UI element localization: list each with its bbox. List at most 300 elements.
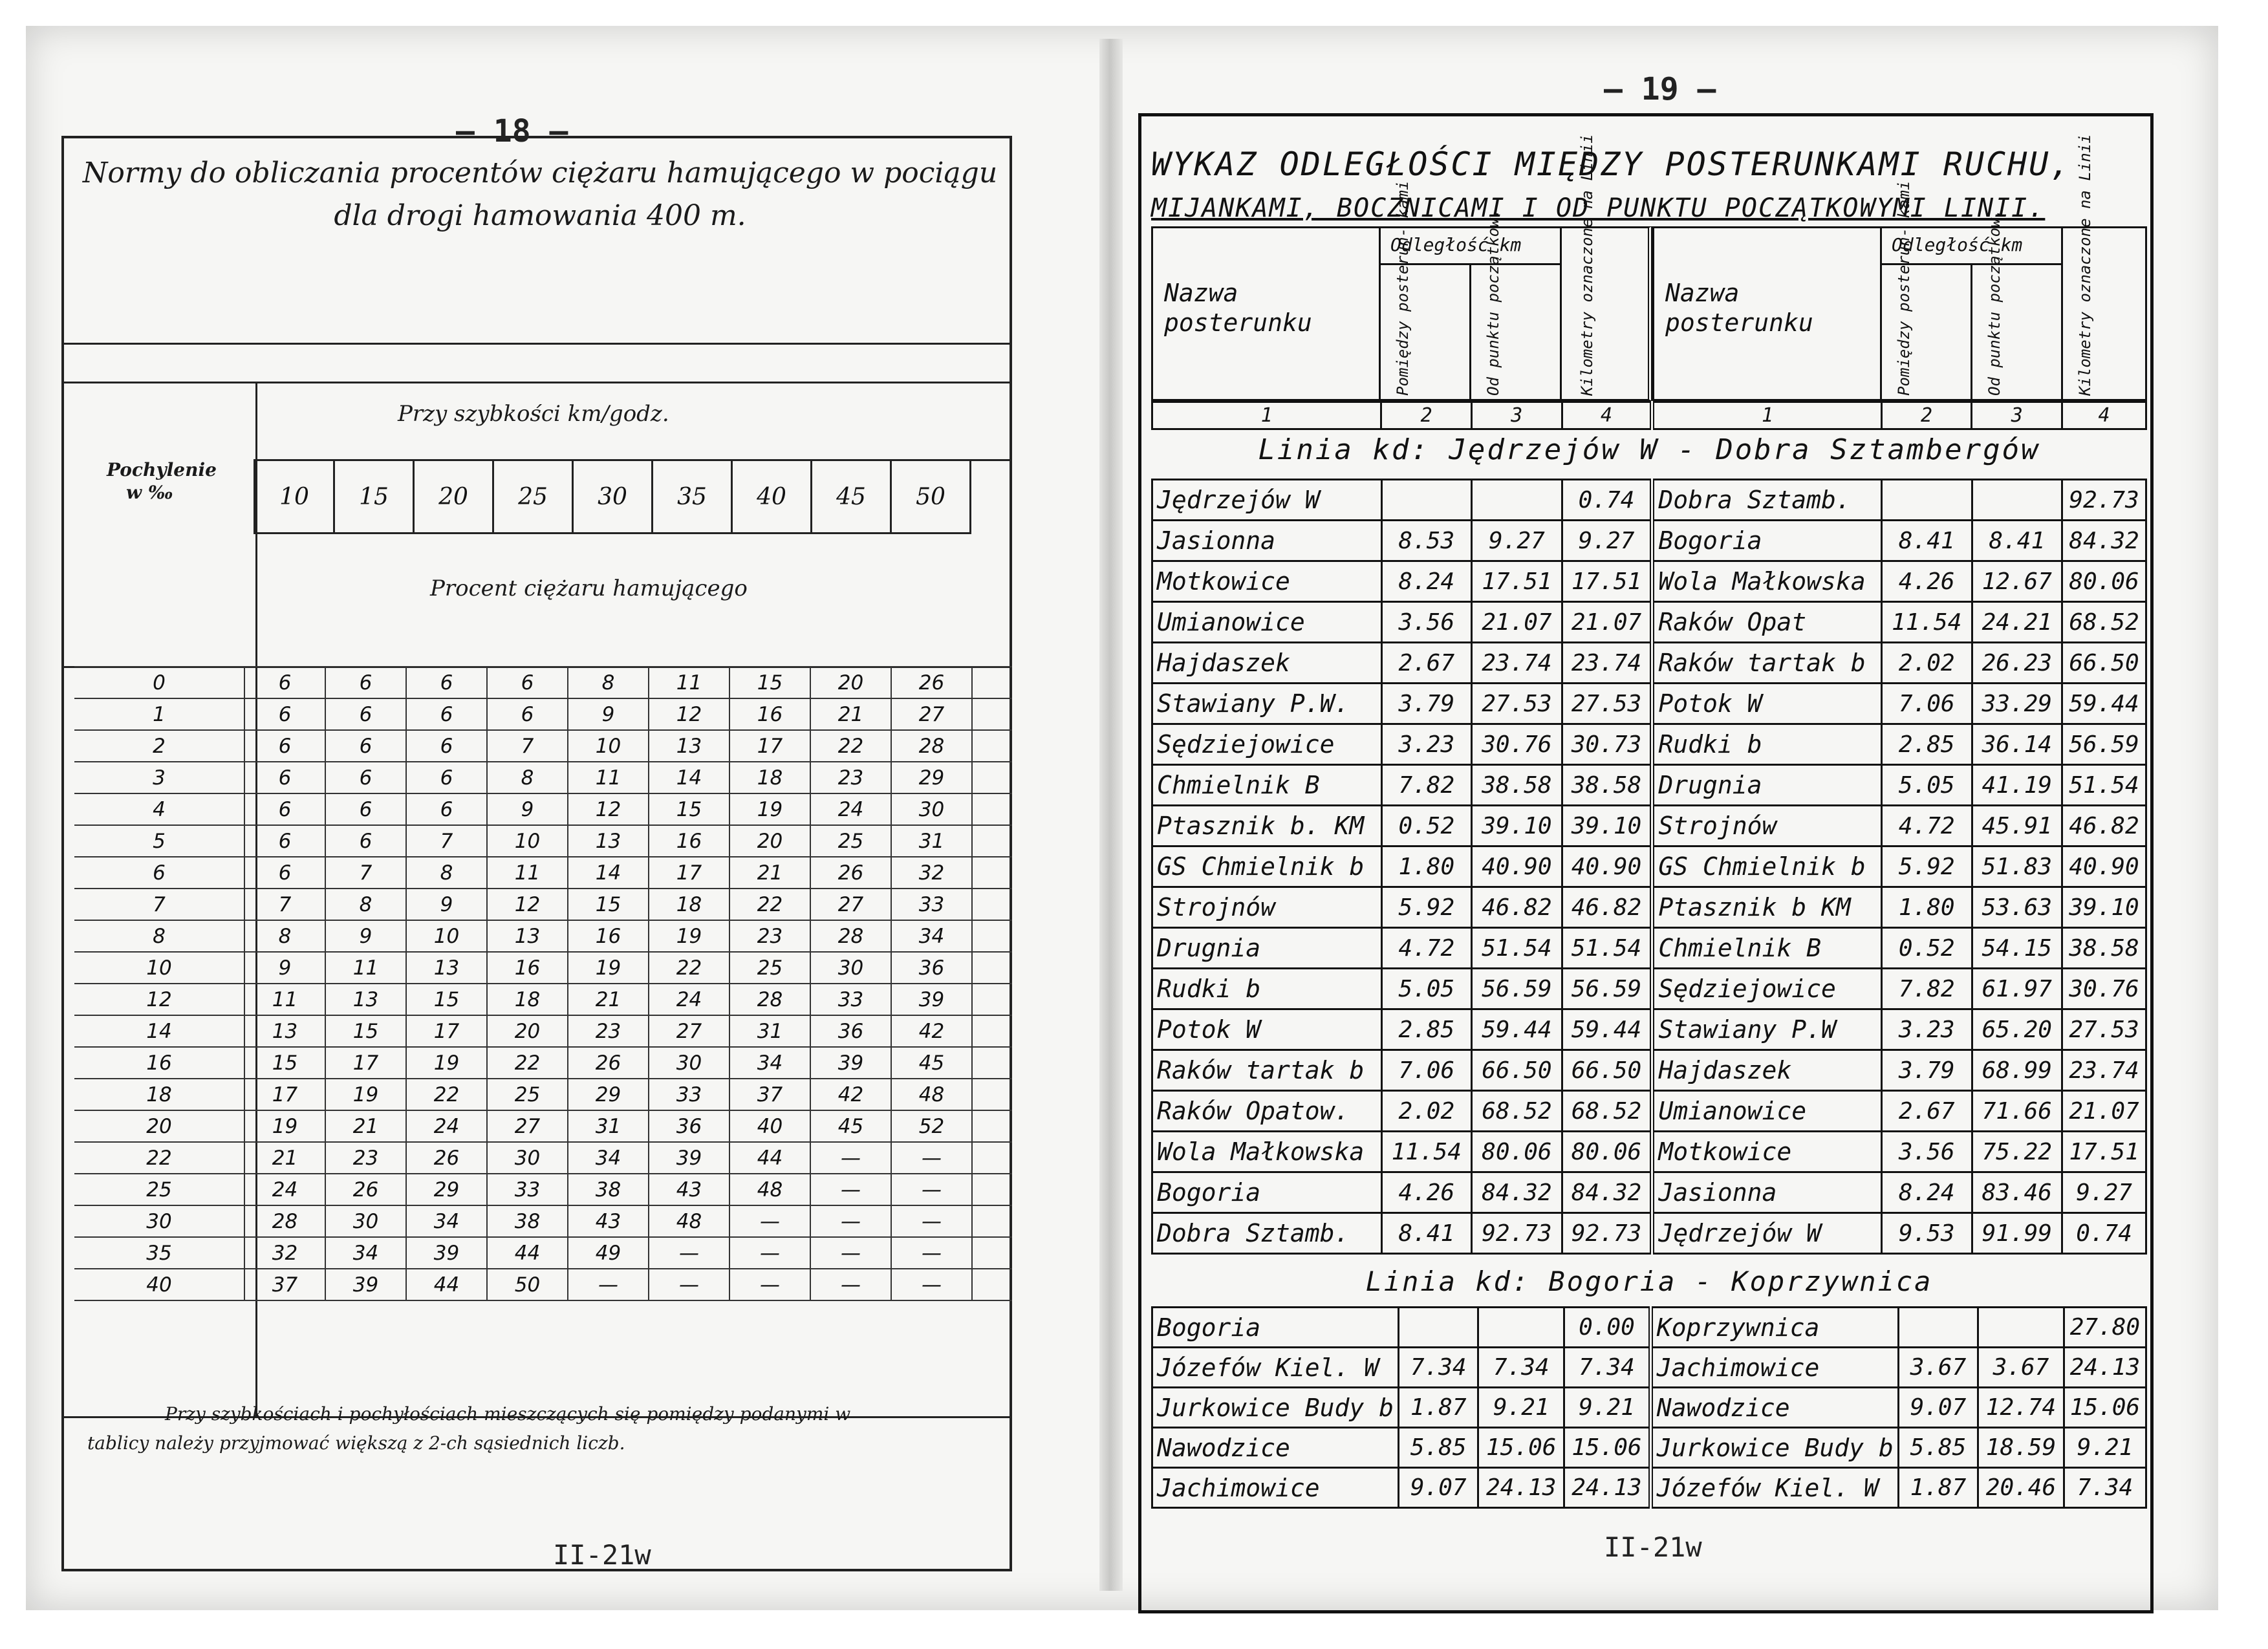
distance-between: 4.72 — [1881, 806, 1972, 846]
table-footnote — [87, 1400, 1006, 1458]
km-marker: 30.73 — [1562, 724, 1652, 765]
braking-percent-cell: 25 — [487, 1079, 568, 1110]
braking-percent-cell: 8 — [406, 857, 487, 889]
braking-percent-cell: 42 — [810, 1079, 891, 1110]
title-line-2: MIJANKAMI, BOCZNICAMI I OD PUNKTU POCZĄTKOWYMI LINII. — [1151, 193, 2046, 223]
empty-cell — [972, 920, 1012, 952]
header-from-start-cell-right — [1971, 263, 2063, 401]
col-number: 2 — [1881, 402, 1972, 429]
braking-percent-cell: 6 — [406, 762, 487, 793]
station-name: Nawodzice — [1650, 1388, 1898, 1428]
braking-percent-cell: 6 — [406, 730, 487, 762]
gradient-value: 18 — [74, 1079, 244, 1110]
gradient-value: 4 — [74, 793, 244, 825]
left-page — [61, 97, 1090, 1571]
braking-percent-cell: 21 — [810, 698, 891, 730]
braking-percent-cell: 6 — [244, 667, 325, 698]
distance-from-start: 68.99 — [1972, 1050, 2062, 1091]
braking-percent-cell: 39 — [325, 1269, 406, 1300]
left-page-number: — 18 — — [456, 113, 568, 149]
braking-percent-cell: 24 — [406, 1110, 487, 1142]
distance-from-start: 45.91 — [1972, 806, 2062, 846]
station-name: Jasionna — [1652, 1172, 1882, 1213]
gradient-value: 5 — [74, 825, 244, 857]
braking-percent-cell: 13 — [325, 984, 406, 1015]
station-row — [1152, 1308, 2146, 1348]
distance-between: 8.53 — [1381, 521, 1472, 561]
braking-percent-cell: 33 — [891, 889, 972, 920]
distance-from-start: 54.15 — [1972, 928, 2062, 969]
braking-percent-cell: 21 — [244, 1142, 325, 1174]
distance-between: 3.56 — [1381, 602, 1472, 643]
gradient-value: 10 — [74, 952, 244, 984]
braking-percent-cell: 23 — [729, 920, 810, 952]
header-from-start-right: Od punktu początkow. — [1985, 209, 2003, 396]
speed-cell: 30 — [572, 459, 653, 534]
station-name: Motkowice — [1152, 561, 1382, 602]
km-marker: 84.32 — [2062, 521, 2146, 561]
distance-between: 8.24 — [1881, 1172, 1972, 1213]
km-marker: 23.74 — [2062, 1050, 2146, 1091]
distance-from-start: 36.14 — [1972, 724, 2062, 765]
braking-percent-cell: 22 — [487, 1047, 568, 1079]
station-name: GS Chmielnik b — [1152, 846, 1382, 887]
station-name: Raków Opat — [1652, 602, 1882, 643]
station-row — [1152, 1009, 2146, 1050]
distance-from-start: 91.99 — [1972, 1213, 2062, 1254]
braking-percent-cell: 6 — [487, 698, 568, 730]
braking-percent-cell: 9 — [568, 698, 649, 730]
station-name: Wola Małkowska — [1152, 1132, 1382, 1172]
distance-between: 3.23 — [1381, 724, 1472, 765]
distance-from-start: 83.46 — [1972, 1172, 2062, 1213]
km-marker: 7.34 — [2064, 1468, 2146, 1508]
km-marker: 40.90 — [1562, 846, 1652, 887]
station-name: Wola Małkowska — [1652, 561, 1882, 602]
station-name: Stawiany P.W. — [1152, 684, 1382, 724]
braking-percent-cell: 25 — [810, 825, 891, 857]
braking-percent-cell: 11 — [325, 952, 406, 984]
braking-percent-cell: 15 — [406, 984, 487, 1015]
distance-from-start: 51.54 — [1472, 928, 1562, 969]
braking-percent-cell: 23 — [325, 1142, 406, 1174]
station-name: Strojnów — [1652, 806, 1882, 846]
gradient-row — [74, 1079, 1012, 1110]
braking-percent-cell: 15 — [244, 1047, 325, 1079]
speed-cell: 15 — [333, 459, 415, 534]
braking-percent-cell: 10 — [406, 920, 487, 952]
braking-percent-cell: 13 — [487, 920, 568, 952]
gradient-value: 25 — [74, 1174, 244, 1205]
braking-percent-cell: 13 — [244, 1015, 325, 1047]
braking-percent-cell: 14 — [649, 762, 729, 793]
braking-percent-cell: 34 — [406, 1205, 487, 1237]
braking-percent-cell: 6 — [244, 793, 325, 825]
empty-cell — [972, 857, 1012, 889]
braking-percent-cell: — — [810, 1269, 891, 1300]
station-name: Jachimowice — [1650, 1348, 1898, 1388]
braking-percent-cell: 26 — [891, 667, 972, 698]
station-name: GS Chmielnik b — [1652, 846, 1882, 887]
gradient-value: 40 — [74, 1269, 244, 1300]
gradient-row — [74, 1015, 1012, 1047]
braking-percent-cell: — — [810, 1142, 891, 1174]
station-row — [1152, 887, 2146, 928]
station-name: Ptasznik b. KM — [1152, 806, 1382, 846]
station-name: Raków tartak b — [1152, 1050, 1382, 1091]
distance-between: 0.52 — [1881, 928, 1972, 969]
empty-cell — [972, 667, 1012, 698]
station-name: Jachimowice — [1152, 1468, 1399, 1508]
empty-cell — [972, 1205, 1012, 1237]
braking-percent-cell: 20 — [487, 1015, 568, 1047]
distance-between: 0.52 — [1381, 806, 1472, 846]
distance-from-start: 68.52 — [1472, 1091, 1562, 1132]
station-name: Dobra Sztamb. — [1152, 1213, 1382, 1254]
braking-percent-cell: 33 — [649, 1079, 729, 1110]
station-name: Potok W — [1652, 684, 1882, 724]
right-page — [1138, 65, 2160, 1584]
braking-percent-cell: 6 — [244, 762, 325, 793]
distance-between: 3.23 — [1881, 1009, 1972, 1050]
distance-between: 5.85 — [1399, 1428, 1478, 1468]
station-name: Hajdaszek — [1152, 643, 1382, 684]
empty-cell — [972, 825, 1012, 857]
gradient-row — [74, 889, 1012, 920]
distance-between: 2.85 — [1881, 724, 1972, 765]
braking-percent-cell: 30 — [487, 1142, 568, 1174]
gradient-unit: w ‰ — [126, 482, 173, 503]
braking-percent-cell: 7 — [325, 857, 406, 889]
distance-from-start: 23.74 — [1472, 643, 1562, 684]
gradient-value: 1 — [74, 698, 244, 730]
braking-percent-cell: 27 — [649, 1015, 729, 1047]
distance-from-start: 9.27 — [1472, 521, 1562, 561]
distance-between: 5.92 — [1881, 846, 1972, 887]
braking-percent-cell: 22 — [810, 730, 891, 762]
station-name: Sędziejowice — [1652, 969, 1882, 1009]
left-page-footer: II-21w — [553, 1539, 651, 1571]
braking-percent-cell: 8 — [325, 889, 406, 920]
section-title-line-1: Linia kd: Jędrzejów W - Dobra Sztambergów — [1258, 433, 2040, 466]
braking-percent-cell: 16 — [649, 825, 729, 857]
braking-percent-cell: 19 — [729, 793, 810, 825]
braking-percent-cell: 48 — [649, 1205, 729, 1237]
distance-between: 2.67 — [1381, 643, 1472, 684]
header-between-cell-left — [1379, 263, 1471, 401]
braking-percent-cell: 28 — [810, 920, 891, 952]
distance-from-start: 59.44 — [1472, 1009, 1562, 1050]
braking-percent-cell: 6 — [325, 698, 406, 730]
station-name: Hajdaszek — [1652, 1050, 1882, 1091]
section-1-table — [1151, 479, 2147, 1255]
braking-percent-cell: 44 — [487, 1237, 568, 1269]
distance-from-start: 17.51 — [1472, 561, 1562, 602]
braking-percent-cell: — — [891, 1269, 972, 1300]
km-marker: 9.21 — [1564, 1388, 1651, 1428]
braking-percent-cell: 50 — [487, 1269, 568, 1300]
braking-percent-cell: 12 — [487, 889, 568, 920]
distance-from-start: 41.19 — [1972, 765, 2062, 806]
braking-percent-cell: 10 — [487, 825, 568, 857]
station-name: Józefów Kiel. W — [1650, 1468, 1898, 1508]
speed-cell: 25 — [492, 459, 574, 534]
distance-between — [1898, 1308, 1978, 1348]
gradient-value: 3 — [74, 762, 244, 793]
header-between-right: Pomiędzy posterun- kami — [1895, 180, 1913, 396]
station-row — [1152, 969, 2146, 1009]
distance-between: 5.92 — [1381, 887, 1472, 928]
title-divider — [61, 343, 1012, 345]
distance-between: 4.26 — [1881, 561, 1972, 602]
header-km-cell-right — [2061, 226, 2147, 401]
braking-percent-cell: 8 — [244, 920, 325, 952]
station-name: Ptasznik b KM — [1652, 887, 1882, 928]
braking-percent-cell: 25 — [729, 952, 810, 984]
speed-cell: 45 — [810, 459, 892, 534]
station-name: Drugnia — [1152, 928, 1382, 969]
distance-between: 1.87 — [1898, 1468, 1978, 1508]
distance-from-start: 75.22 — [1972, 1132, 2062, 1172]
station-name: Jurkowice Budy b — [1650, 1428, 1898, 1468]
braking-percent-cell: 44 — [406, 1269, 487, 1300]
braking-percent-cell: 18 — [649, 889, 729, 920]
station-row — [1152, 602, 2146, 643]
braking-percent-cell: 9 — [406, 889, 487, 920]
distance-between: 11.54 — [1381, 1132, 1472, 1172]
braking-percent-cell: 11 — [568, 762, 649, 793]
distance-from-start — [1972, 480, 2062, 521]
distance-from-start: 7.34 — [1478, 1348, 1564, 1388]
braking-percent-cell: 6 — [325, 667, 406, 698]
speed-cell: 20 — [413, 459, 494, 534]
header-distance-label-right: Odległość km — [1892, 234, 2023, 255]
braking-percent-cell: — — [891, 1237, 972, 1269]
distance-from-start: 15.06 — [1478, 1428, 1564, 1468]
km-marker: 0.00 — [1564, 1308, 1651, 1348]
station-name: Koprzywnica — [1650, 1308, 1898, 1348]
distance-between: 9.53 — [1881, 1213, 1972, 1254]
distance-between: 5.05 — [1881, 765, 1972, 806]
braking-percent-cell: 34 — [568, 1142, 649, 1174]
header-from-start-cell-left — [1469, 263, 1562, 401]
distance-between: 1.80 — [1381, 846, 1472, 887]
speed-cell: 40 — [731, 459, 812, 534]
station-name: Jędrzejów W — [1652, 1213, 1882, 1254]
km-marker: 92.73 — [1562, 1213, 1652, 1254]
station-name: Sędziejowice — [1152, 724, 1382, 765]
distance-from-start: 71.66 — [1972, 1091, 2062, 1132]
speed-cell: 50 — [890, 459, 971, 534]
braking-percent-cell: 43 — [649, 1174, 729, 1205]
footnote-line-1: Przy szybkościach i pochyłościach mieszczących się pomiędzy podanymi w — [165, 1403, 851, 1425]
station-row — [1152, 1213, 2146, 1254]
header-km-cell-left — [1560, 226, 1652, 401]
gradient-value: 30 — [74, 1205, 244, 1237]
braking-percent-cell: 20 — [729, 825, 810, 857]
speed-cell: 10 — [254, 459, 335, 534]
gradient-value: 14 — [74, 1015, 244, 1047]
braking-percent-cell: 26 — [568, 1047, 649, 1079]
braking-percent-cell: 40 — [729, 1110, 810, 1142]
braking-percent-cell: — — [649, 1269, 729, 1300]
braking-percent-cell: 9 — [244, 952, 325, 984]
station-name: Jasionna — [1152, 521, 1382, 561]
distance-between: 7.82 — [1881, 969, 1972, 1009]
distance-from-start — [1978, 1308, 2064, 1348]
km-marker: 59.44 — [1562, 1009, 1652, 1050]
braking-percent-cell: 11 — [487, 857, 568, 889]
distance-between: 3.79 — [1881, 1050, 1972, 1091]
distance-from-start: 26.23 — [1972, 643, 2062, 684]
station-name: Rudki b — [1152, 969, 1382, 1009]
braking-percent-cell: 34 — [729, 1047, 810, 1079]
distance-between: 7.06 — [1881, 684, 1972, 724]
station-row — [1152, 724, 2146, 765]
distance-from-start: 80.06 — [1472, 1132, 1562, 1172]
braking-percent-cell: 17 — [406, 1015, 487, 1047]
gradient-value: 22 — [74, 1142, 244, 1174]
empty-cell — [972, 1015, 1012, 1047]
km-marker: 30.76 — [2062, 969, 2146, 1009]
braking-percent-cell: — — [891, 1174, 972, 1205]
section-2-table — [1151, 1306, 2147, 1509]
km-marker: 84.32 — [1562, 1172, 1652, 1213]
km-marker: 40.90 — [2062, 846, 2146, 887]
braking-percent-cell: 6 — [406, 698, 487, 730]
distance-from-start: 53.63 — [1972, 887, 2062, 928]
braking-percent-cell: 12 — [568, 793, 649, 825]
col-number: 1 — [1652, 402, 1881, 429]
braking-percent-cell: 42 — [891, 1015, 972, 1047]
braking-percent-cell: 30 — [649, 1047, 729, 1079]
col-number: 4 — [2062, 402, 2146, 429]
braking-percent-cell: 30 — [810, 952, 891, 984]
station-row — [1152, 1388, 2146, 1428]
braking-percent-cell: 30 — [891, 793, 972, 825]
braking-percent-cell: 32 — [891, 857, 972, 889]
km-marker: 23.74 — [1562, 643, 1652, 684]
gradient-value: 20 — [74, 1110, 244, 1142]
distance-between: 2.85 — [1381, 1009, 1472, 1050]
gradient-row — [74, 1205, 1012, 1237]
km-marker: 92.73 — [2062, 480, 2146, 521]
braking-percent-cell: 23 — [568, 1015, 649, 1047]
braking-percent-cell: 27 — [891, 698, 972, 730]
empty-cell — [972, 762, 1012, 793]
empty-cell — [972, 889, 1012, 920]
distance-between: 9.07 — [1898, 1388, 1978, 1428]
distance-between: 5.85 — [1898, 1428, 1978, 1468]
braking-percent-cell: 24 — [244, 1174, 325, 1205]
braking-percent-cell: 6 — [325, 730, 406, 762]
distance-between: 2.02 — [1381, 1091, 1472, 1132]
braking-percent-cell: 8 — [487, 762, 568, 793]
station-name: Stawiany P.W — [1652, 1009, 1882, 1050]
col-number: 3 — [1972, 402, 2062, 429]
station-name: Drugnia — [1652, 765, 1882, 806]
km-marker: 27.80 — [2064, 1308, 2146, 1348]
braking-percent-cell: — — [891, 1205, 972, 1237]
braking-percent-cell: — — [568, 1269, 649, 1300]
braking-percent-cell: — — [729, 1205, 810, 1237]
braking-percent-cell: 39 — [406, 1237, 487, 1269]
km-marker: 9.21 — [2064, 1428, 2146, 1468]
empty-cell — [972, 1047, 1012, 1079]
gradient-value: 2 — [74, 730, 244, 762]
braking-percent-cell: 31 — [891, 825, 972, 857]
header-km-right: Kilometry oznaczone na Linii — [2076, 134, 2094, 396]
distance-between: 1.80 — [1881, 887, 1972, 928]
km-marker: 38.58 — [2062, 928, 2146, 969]
braking-percent-cell: 38 — [568, 1174, 649, 1205]
km-marker: 21.07 — [1562, 602, 1652, 643]
braking-percent-cell: 20 — [810, 667, 891, 698]
braking-percent-cell: 31 — [568, 1110, 649, 1142]
empty-cell — [972, 730, 1012, 762]
braking-percent-cell: 29 — [891, 762, 972, 793]
braking-percent-cell: 17 — [729, 730, 810, 762]
empty-cell — [972, 1269, 1012, 1300]
station-row — [1152, 684, 2146, 724]
gradient-row — [74, 1174, 1012, 1205]
book-spine — [1099, 39, 1123, 1591]
distance-from-start: 46.82 — [1472, 887, 1562, 928]
km-marker: 7.34 — [1564, 1348, 1651, 1388]
braking-percent-cell: 17 — [649, 857, 729, 889]
station-row — [1152, 643, 2146, 684]
braking-percent-cell: 26 — [325, 1174, 406, 1205]
station-row — [1152, 806, 2146, 846]
braking-percent-cell: 29 — [406, 1174, 487, 1205]
col-number: 4 — [1562, 402, 1652, 429]
braking-percent-cell: 6 — [406, 667, 487, 698]
gradient-row — [74, 984, 1012, 1015]
station-name: Bogoria — [1152, 1308, 1399, 1348]
gradient-row — [74, 857, 1012, 889]
km-marker: 21.07 — [2062, 1091, 2146, 1132]
gradient-row — [74, 825, 1012, 857]
braking-percent-cell: 24 — [810, 793, 891, 825]
distance-from-start: 3.67 — [1978, 1348, 2064, 1388]
braking-percent-cell: 22 — [729, 889, 810, 920]
braking-percent-cell: 18 — [729, 762, 810, 793]
title-line-1: Normy do obliczania procentów ciężaru hamującego w pociągu — [82, 156, 998, 189]
braking-percent-cell: 19 — [325, 1079, 406, 1110]
braking-percent-cell: 6 — [487, 667, 568, 698]
title-line-2: dla drogi hamowania 400 m. — [334, 199, 746, 232]
distance-from-start: 18.59 — [1978, 1428, 2064, 1468]
braking-percent-cell: 21 — [325, 1110, 406, 1142]
braking-percent-cell: 45 — [810, 1110, 891, 1142]
braking-percent-cell: 27 — [487, 1110, 568, 1142]
distance-between — [1399, 1308, 1478, 1348]
braking-percent-cell: 36 — [649, 1110, 729, 1142]
braking-percent-cell: 38 — [487, 1205, 568, 1237]
braking-percent-cell: 13 — [649, 730, 729, 762]
braking-percent-cell: 19 — [244, 1110, 325, 1142]
distance-from-start: 8.41 — [1972, 521, 2062, 561]
percent-header: Procent ciężaru hamującego — [430, 576, 748, 601]
km-marker: 46.82 — [2062, 806, 2146, 846]
km-marker: 0.74 — [1562, 480, 1652, 521]
station-row — [1152, 1172, 2146, 1213]
speed-header-row — [255, 459, 971, 534]
braking-percent-cell: — — [729, 1269, 810, 1300]
empty-cell — [972, 793, 1012, 825]
braking-percent-cell: 13 — [406, 952, 487, 984]
km-marker: 27.53 — [1562, 684, 1652, 724]
